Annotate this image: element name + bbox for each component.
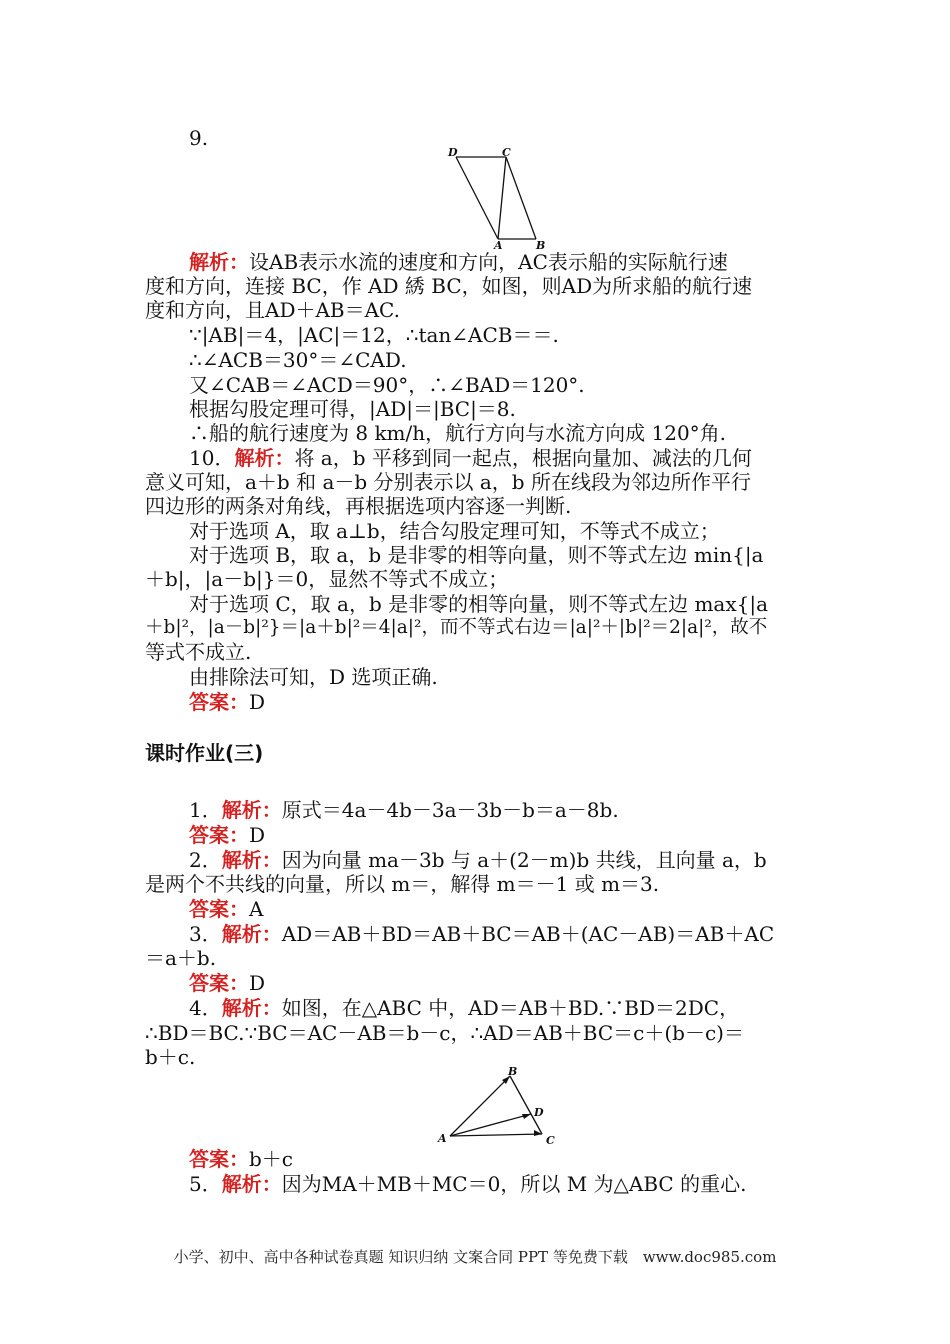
q9-line-8: ∴船的航行速度为 8 km/h，航行方向与水流方向成 120°角. [189,421,727,445]
q4-line-1: 4．解析：如图，在△ABC 中，AD＝AB＋BD.∵BD＝2DC， [189,996,740,1020]
q9-line-2: 度和方向，连接 BC，作 AD 綉 BC，如图，则AD为所求船的航行速 [145,274,753,298]
q9-label-c: C [502,146,511,159]
q4-triangle-figure [430,1064,560,1150]
q2-line-1: 2．解析：因为向量 ma－3b 与 a＋(2－m)b 共线，且向量 a，b [189,848,767,872]
q10-answer: 答案：D [189,690,266,714]
q4-answer: 答案：b＋c [189,1147,294,1171]
q9-label-d: D [448,146,458,159]
page-footer: 小学、初中、高中各种试卷真题 知识归纳 文案合同 PPT 等免费下载 www.doc985.com [173,1248,777,1266]
q3-answer: 答案：D [189,971,266,995]
q9-label-b: B [536,239,546,251]
q9-line-7: 根据勾股定理可得，|AD|＝|BC|＝8. [189,397,516,421]
q2-line-2: 是两个不共线的向量，所以 m＝，解得 m＝－1 或 m＝3. [145,872,660,896]
q9-line-6: 又∠CAB＝∠ACD＝90°，∴∠BAD＝120°. [189,373,585,397]
q9-number: 9. [189,126,209,150]
q10-label: 解析： [234,446,295,470]
q1-line-1: 1．解析：原式＝4a－4b－3a－3b－b＝a－8b. [189,798,619,822]
q10-line-4: 对于选项 A，取 a⊥b，结合勾股定理可知，不等式不成立； [189,519,720,543]
q10-line-3: 四边形的两条对角线，再根据选项内容逐一判断. [145,494,572,518]
q10-line-2: 意义可知，a＋b 和 a－b 分别表示以 a，b 所在线段为邻边所作平行 [145,470,751,494]
q10-line-10: 由排除法可知，D 选项正确. [189,665,438,689]
q4-label-b: B [508,1065,518,1078]
q9-parallelogram-figure [440,145,550,251]
q2-answer: 答案：A [189,897,264,921]
q9-label: 解析： [189,250,249,274]
q1-answer: 答案：D [189,823,266,847]
q10-line-1: 10．解析：将 a，b 平移到同一起点，根据向量加、减法的几何 [189,446,752,470]
q10-line-6: ＋b|，|a－b|}＝0，显然不等式不成立； [145,567,509,591]
q9-line-1: 解析：设AB表示水流的速度和方向，AC表示船的实际航行速 [189,250,728,274]
q4-label-a: A [438,1132,447,1145]
q3-line-2: ＝a＋b. [145,946,217,970]
q4-line-3: b＋c. [145,1045,196,1069]
q5-line-1: 5．解析：因为MA＋MB＋MC＝0，所以 M 为△ABC 的重心. [189,1172,747,1196]
q4-line-2: ∴BD＝BC.∵BC＝AC－AB＝b－c，∴AD＝AB＋BC＝c＋(b－c)＝ [145,1021,744,1045]
q10-line-5: 对于选项 B，取 a，b 是非零的相等向量，则不等式左边 min{|a [189,543,764,567]
q4-label-c: C [546,1134,555,1147]
q9-line-4: ∵|AB|＝4，|AC|＝12，∴tan∠ACB＝＝. [189,323,559,347]
section-title: 课时作业(三) [145,741,264,765]
q4-label-d: D [534,1106,544,1119]
q10-line-7: 对于选项 C，取 a，b 是非零的相等向量，则不等式左边 max{|a [189,592,769,616]
q9-line-5: ∴∠ACB＝30°＝∠CAD. [189,348,407,372]
q9-label-a: A [494,239,503,251]
q3-line-1: 3．解析：AD＝AB＋BD＝AB＋BC＝AB＋(AC－AB)＝AB＋AC [189,922,775,946]
q10-line-9: 等式不成立. [145,640,252,664]
q9-line-3: 度和方向，且AD＋AB＝AC. [145,298,401,322]
q10-line-8: ＋b|²，|a－b|²}＝|a＋b|²＝4|a|²，而不等式右边＝|a|²＋|b|²＝2|a|²，故不 [145,617,768,638]
